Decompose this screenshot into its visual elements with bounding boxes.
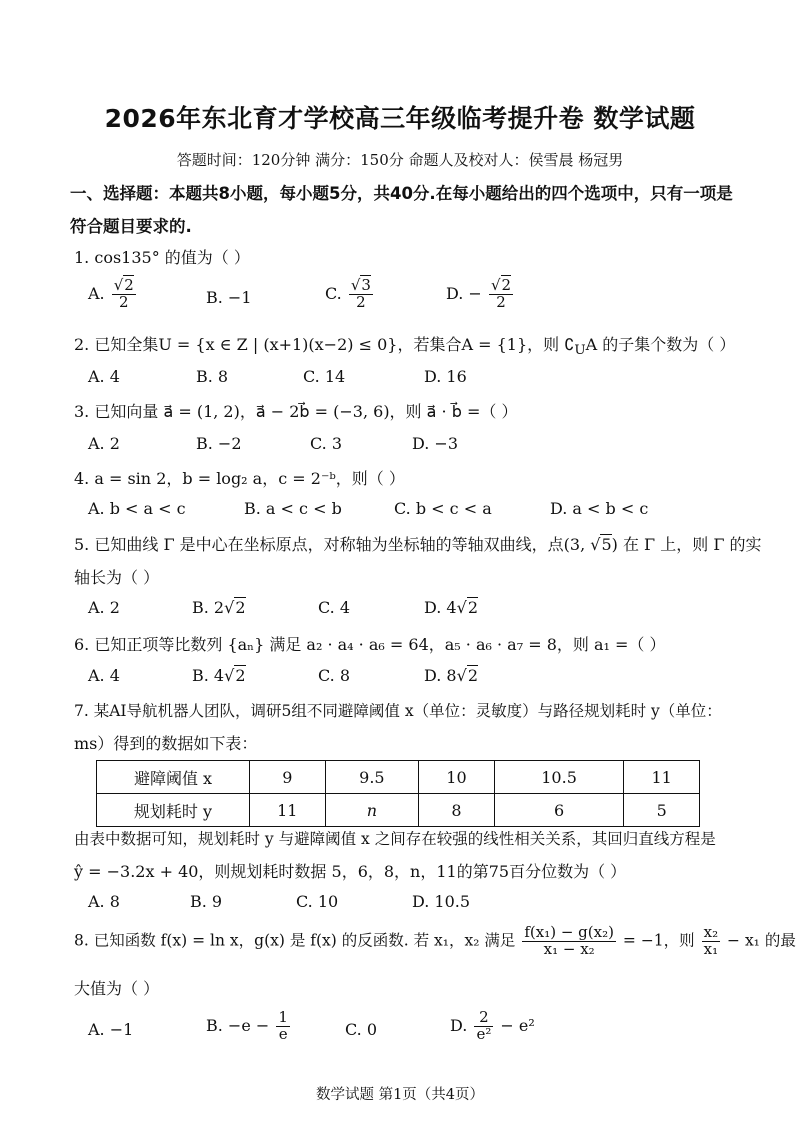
q1-option-b: B. −1 — [206, 288, 252, 307]
q2-option-c: C. 14 — [303, 367, 346, 386]
q2-option-a: A. 4 — [88, 367, 120, 386]
question-7-stem-line4: ŷ = −3.2x + 40，则规划耗时数据 5，6，8，n，11的第75百分位数为（ ） — [74, 862, 627, 881]
q8-option-a: A. −1 — [88, 1020, 134, 1039]
table-cell: n — [325, 794, 419, 827]
question-1-stem: 1. cos135° 的值为（ ） — [74, 248, 250, 267]
q6-option-d: D. 8√2 — [424, 666, 478, 685]
q4-option-b: B. a < c < b — [244, 499, 342, 518]
question-5-stem-line2: 轴长为（ ） — [74, 568, 160, 587]
question-5-stem-line1: 5. 已知曲线 Γ 是中心在坐标原点，对称轴为坐标轴的等轴双曲线，点(3, √5) 在 Γ 上，则 Γ 的实 — [74, 535, 762, 554]
q3-option-d: D. −3 — [412, 434, 459, 453]
q8-option-d: D. $\frac{2}{\text{e²}}$ − e² — [450, 1008, 535, 1043]
q6-option-a: A. 4 — [88, 666, 120, 685]
table-cell: 11 — [624, 761, 700, 794]
question-7-stem-line2: ms）得到的数据如下表： — [74, 734, 258, 753]
q2-option-b: B. 8 — [196, 367, 229, 386]
table-cell: 8 — [419, 794, 495, 827]
table-cell: 避障阈值 x — [97, 761, 250, 794]
q8-option-b: B. −e − $\frac{1}{e}$ — [206, 1008, 288, 1043]
q8-option-c: C. 0 — [345, 1020, 378, 1039]
q7-option-d: D. 10.5 — [412, 892, 471, 911]
q1-option-d: D. − $\frac{√2}{2}$ — [446, 276, 512, 311]
table-cell: 规划耗时 y — [97, 794, 250, 827]
q7-option-b: B. 9 — [190, 892, 223, 911]
q1-option-a: A. $\frac{√2}{2}$ — [88, 276, 134, 311]
q7-option-c: C. 10 — [296, 892, 339, 911]
table-row — [97, 761, 700, 794]
table-cell: 9 — [250, 761, 326, 794]
q3-option-a: A. 2 — [88, 434, 120, 453]
question-7-stem-line3: 由表中数据可知，规划耗时 y 与避障阈值 x 之间存在较强的线性相关关系，其回归直线方程是 — [74, 830, 716, 848]
question-8-stem-line2: 大值为（ ） — [74, 979, 160, 998]
table-cell: 11 — [250, 794, 326, 827]
q1-option-c: C. $\frac{√3}{2}$ — [325, 276, 371, 311]
question-4-stem: 4. a = sin 2，b = log₂ a，c = 2⁻ᵇ，则（ ） — [74, 469, 405, 488]
q5-option-b: B. 2√2 — [192, 598, 246, 617]
table-row — [97, 794, 700, 827]
table-cell: 5 — [624, 794, 700, 827]
question-6-stem: 6. 已知正项等比数列 {aₙ} 满足 a₂ · a₄ · a₆ = 64，a₅ · a₆ · a₇ = 8，则 a₁ =（ ） — [74, 635, 666, 654]
page-footer: 数学试题 第1页（共4页） — [315, 1087, 485, 1103]
q3-option-c: C. 3 — [310, 434, 343, 453]
question-8-stem-line1: 8. 已知函数 f(x) = ln x，g(x) 是 f(x) 的反函数. 若 x₁，x₂ 满足 $\frac{\text{f(x₁) − g(x₂)}}{\text{x₁ − x₂}}$ = −1，则 $\frac{\text{x₂}}{\text{x₁}}$ − x₁ 的最 — [74, 923, 796, 958]
q5-option-a: A. 2 — [88, 598, 120, 617]
q3-option-b: B. −2 — [196, 434, 242, 453]
exam-meta: 答题时间：120分钟 满分：150分 命题人及校对人：侯雪晨 杨冠男 — [176, 151, 624, 169]
data-table — [96, 760, 700, 827]
table-cell: 9.5 — [325, 761, 419, 794]
section-heading-line1: 一、选择题：本题共8小题，每小题5分，共40分.在每小题给出的四个选项中，只有一项是 — [70, 184, 733, 203]
q4-option-a: A. b < a < c — [88, 499, 186, 518]
q6-option-c: C. 8 — [318, 666, 351, 685]
question-3-stem: 3. 已知向量 a⃗ = (1, 2)，a⃗ − 2b⃗ = (−3, 6)，则 a⃗ · b⃗ =（ ） — [74, 402, 518, 421]
q4-option-c: C. b < c < a — [394, 499, 492, 518]
question-7-stem-line1: 7. 某AI导航机器人团队，调研5组不同避障阈值 x（单位：灵敏度）与路径规划耗时 y（单位： — [74, 702, 722, 720]
q5-option-d: D. 4√2 — [424, 598, 478, 617]
q2-option-d: D. 16 — [424, 367, 467, 386]
table-cell: 10.5 — [494, 761, 624, 794]
q6-option-b: B. 4√2 — [192, 666, 246, 685]
table-cell: 10 — [419, 761, 495, 794]
q5-option-c: C. 4 — [318, 598, 351, 617]
page-title: 2026年东北育才学校高三年级临考提升卷 数学试题 — [104, 104, 696, 133]
question-2-stem: 2. 已知全集U = {x ∈ Z | (x+1)(x−2) ≤ 0}，若集合A = {1}，则 $∁_UA$ 的子集个数为（ ） — [74, 335, 736, 359]
table-cell: 6 — [494, 794, 624, 827]
section-heading-line2: 符合题目要求的. — [70, 217, 192, 236]
q7-option-a: A. 8 — [88, 892, 120, 911]
q4-option-d: D. a < b < c — [550, 499, 649, 518]
